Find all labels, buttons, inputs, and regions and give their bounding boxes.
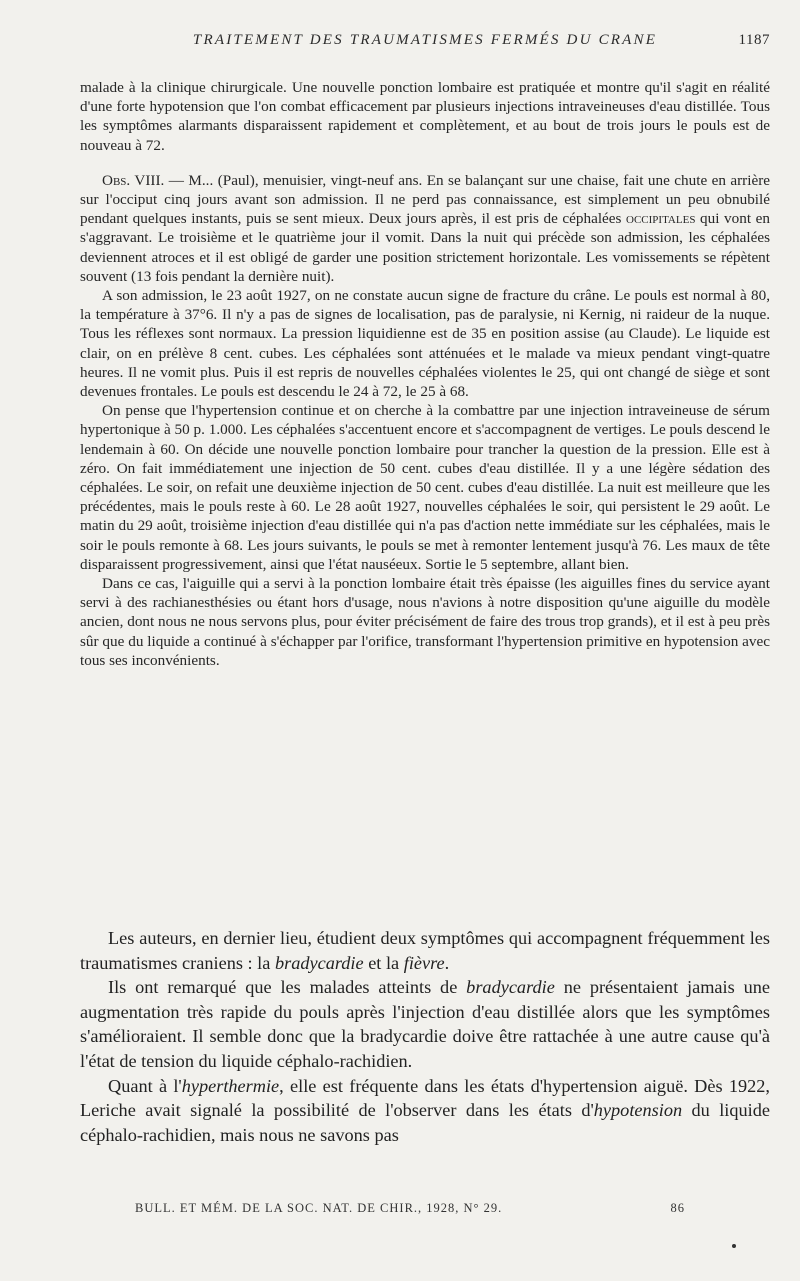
page-number: 1187 [738,32,770,48]
journal-citation: BULL. ET MÉM. DE LA SOC. NAT. DE CHIR., 1928, N° 29. [135,1201,503,1215]
main-paragraph-2: Ils ont remarqué que les malades atteints de bradycardie ne présentaient jamais une augmentation très rapide du pouls après l'injection d'eau distillée alors que les symptômes s'amélioraient. Il semble donc que la bradycardie doive être rattachée à une autre cause qu'à l'état de tension du liquide céphalo-rachidien. [80,977,770,1071]
ink-speck [732,1244,736,1248]
page-footer [135,1201,685,1216]
obs8-paragraph-2: A son admission, le 23 août 1927, on ne constate aucun signe de fracture du crâne. Le pouls est normal à 80, la température à 37°6. Il n'y a pas de signes de localisation, pas de paralysie, ni Kernig, ni raideur de la nuque. Tous les réflexes sont normaux. La pression liquidienne est de 35 en position assise (au Claude). Le liquide est clair, on en prélève 8 cent. cubes. Les céphalées sont atténuées et le malade va mieux pendant vingt-quatre heures. Il ne vomit plus. Puis il est repris de nouvelles céphalées violentes le 25, qui ont changé de siège et sont devenues frontales. Le pouls est descendu le 24 à 72, le 25 à 68. [80,287,770,401]
signature-number: 86 [670,1201,685,1215]
obs8-paragraph-4: Dans ce cas, l'aiguille qui a servi à la ponction lombaire était très épaisse (les aiguilles fines du service ayant servi à des rachianesthésies ou étant hors d'usage, nous n'avions à notre disposition qu'une aiguille du modèle ancien, dont nous ne nous servons plus, pour éviter précisément de faire des trous trop grands), et il est à peu près sûr que du liquide a continué à s'échapper par l'orifice, transformant l'hypertension primitive en hypotension avec tous ses inconvénients. [80,575,771,669]
case-continuation: malade à la clinique chirurgicale. Une nouvelle ponction lombaire est pratiquée et montre qu'il s'agit en réalité d'une forte hypotension que l'on combat efficacement par plusieurs injections intraveineuses d'eau distillée. Tous les symptômes alarmants disparaissent rapidement et complètement, et au bout de trois jours le pouls est de nouveau à 72. [80,79,770,154]
obs8-label: Obs. VIII. [102,171,165,189]
running-header [80,32,770,49]
obs8-paragraph-3: On pense que l'hypertension continue et on cherche à la combattre par une injection intraveineuse de sérum hypertonique à 50 p. 1.000. Les céphalées s'accentuent encore et s'accompagnent de vertiges. Le pouls descend le lendemain à 60. On décide une nouvelle ponction lombaire pour trancher la question de la pression. Elle est à zéro. On fait immédiatement une injection de 50 cent. cubes d'eau distillée. Il y a une légère sédation des céphalées. Le soir, on refait une deuxième injection de 50 cent. cubes d'eau distillée. La nuit est meilleure que les précédentes, mais le pouls reste à 60. Le 28 août 1927, nouvelles céphalées le soir, qui persistent le 29 août. Le matin du 29 août, troisième injection d'eau distillée qui n'a pas d'action nette immédiate sur les céphalées, mais le soir le pouls remonte à 68. Les jours suivants, le pouls se met à remonter lentement jusqu'à 76. Les maux de tête disparaissent progressivement, ainsi que l'état nauséeux. Sortie le 5 septembre, allant bien. [80,402,770,573]
main-text-block [80,926,770,1147]
main-paragraph-3: Quant à l'hyperthermie, elle est fréquente dans les états d'hypertension aiguë. Dès 1922, Leriche avait signalé la possibilité de l'observer dans les états d'hypotension du liquide céphalo-rachidien, mais nous ne savons pas [80,1075,770,1145]
obs8-paragraph-1: Obs. VIII. — M... (Paul), menuisier, vingt-neuf ans. En se balançant sur une chaise, fait une chute en arrière sur l'occiput cinq jours avant son admission. Il ne perd pas connaissance, est simplement un peu obnubilé pendant quelques instants, puis se sent mieux. Deux jours après, il est pris de céphalées occipitales qui vont en s'aggravant. Le troisième et le quatrième jour il vomit. Dans la nuit qui précède son admission, les céphalées deviennent atroces et il est obligé de garder une position strictement horizontale. Les vomissements se répètent souvent (13 fois pendant la dernière nuit). [80,171,771,285]
running-title: TRAITEMENT DES TRAUMATISMES FERMÉS DU CRANE [192,32,658,48]
observation-block [80,78,770,670]
main-paragraph-1: Les auteurs, en dernier lieu, étudient deux symptômes qui accompagnent fréquemment les traumatismes craniens : la bradycardie et la fièvre. [80,928,770,973]
